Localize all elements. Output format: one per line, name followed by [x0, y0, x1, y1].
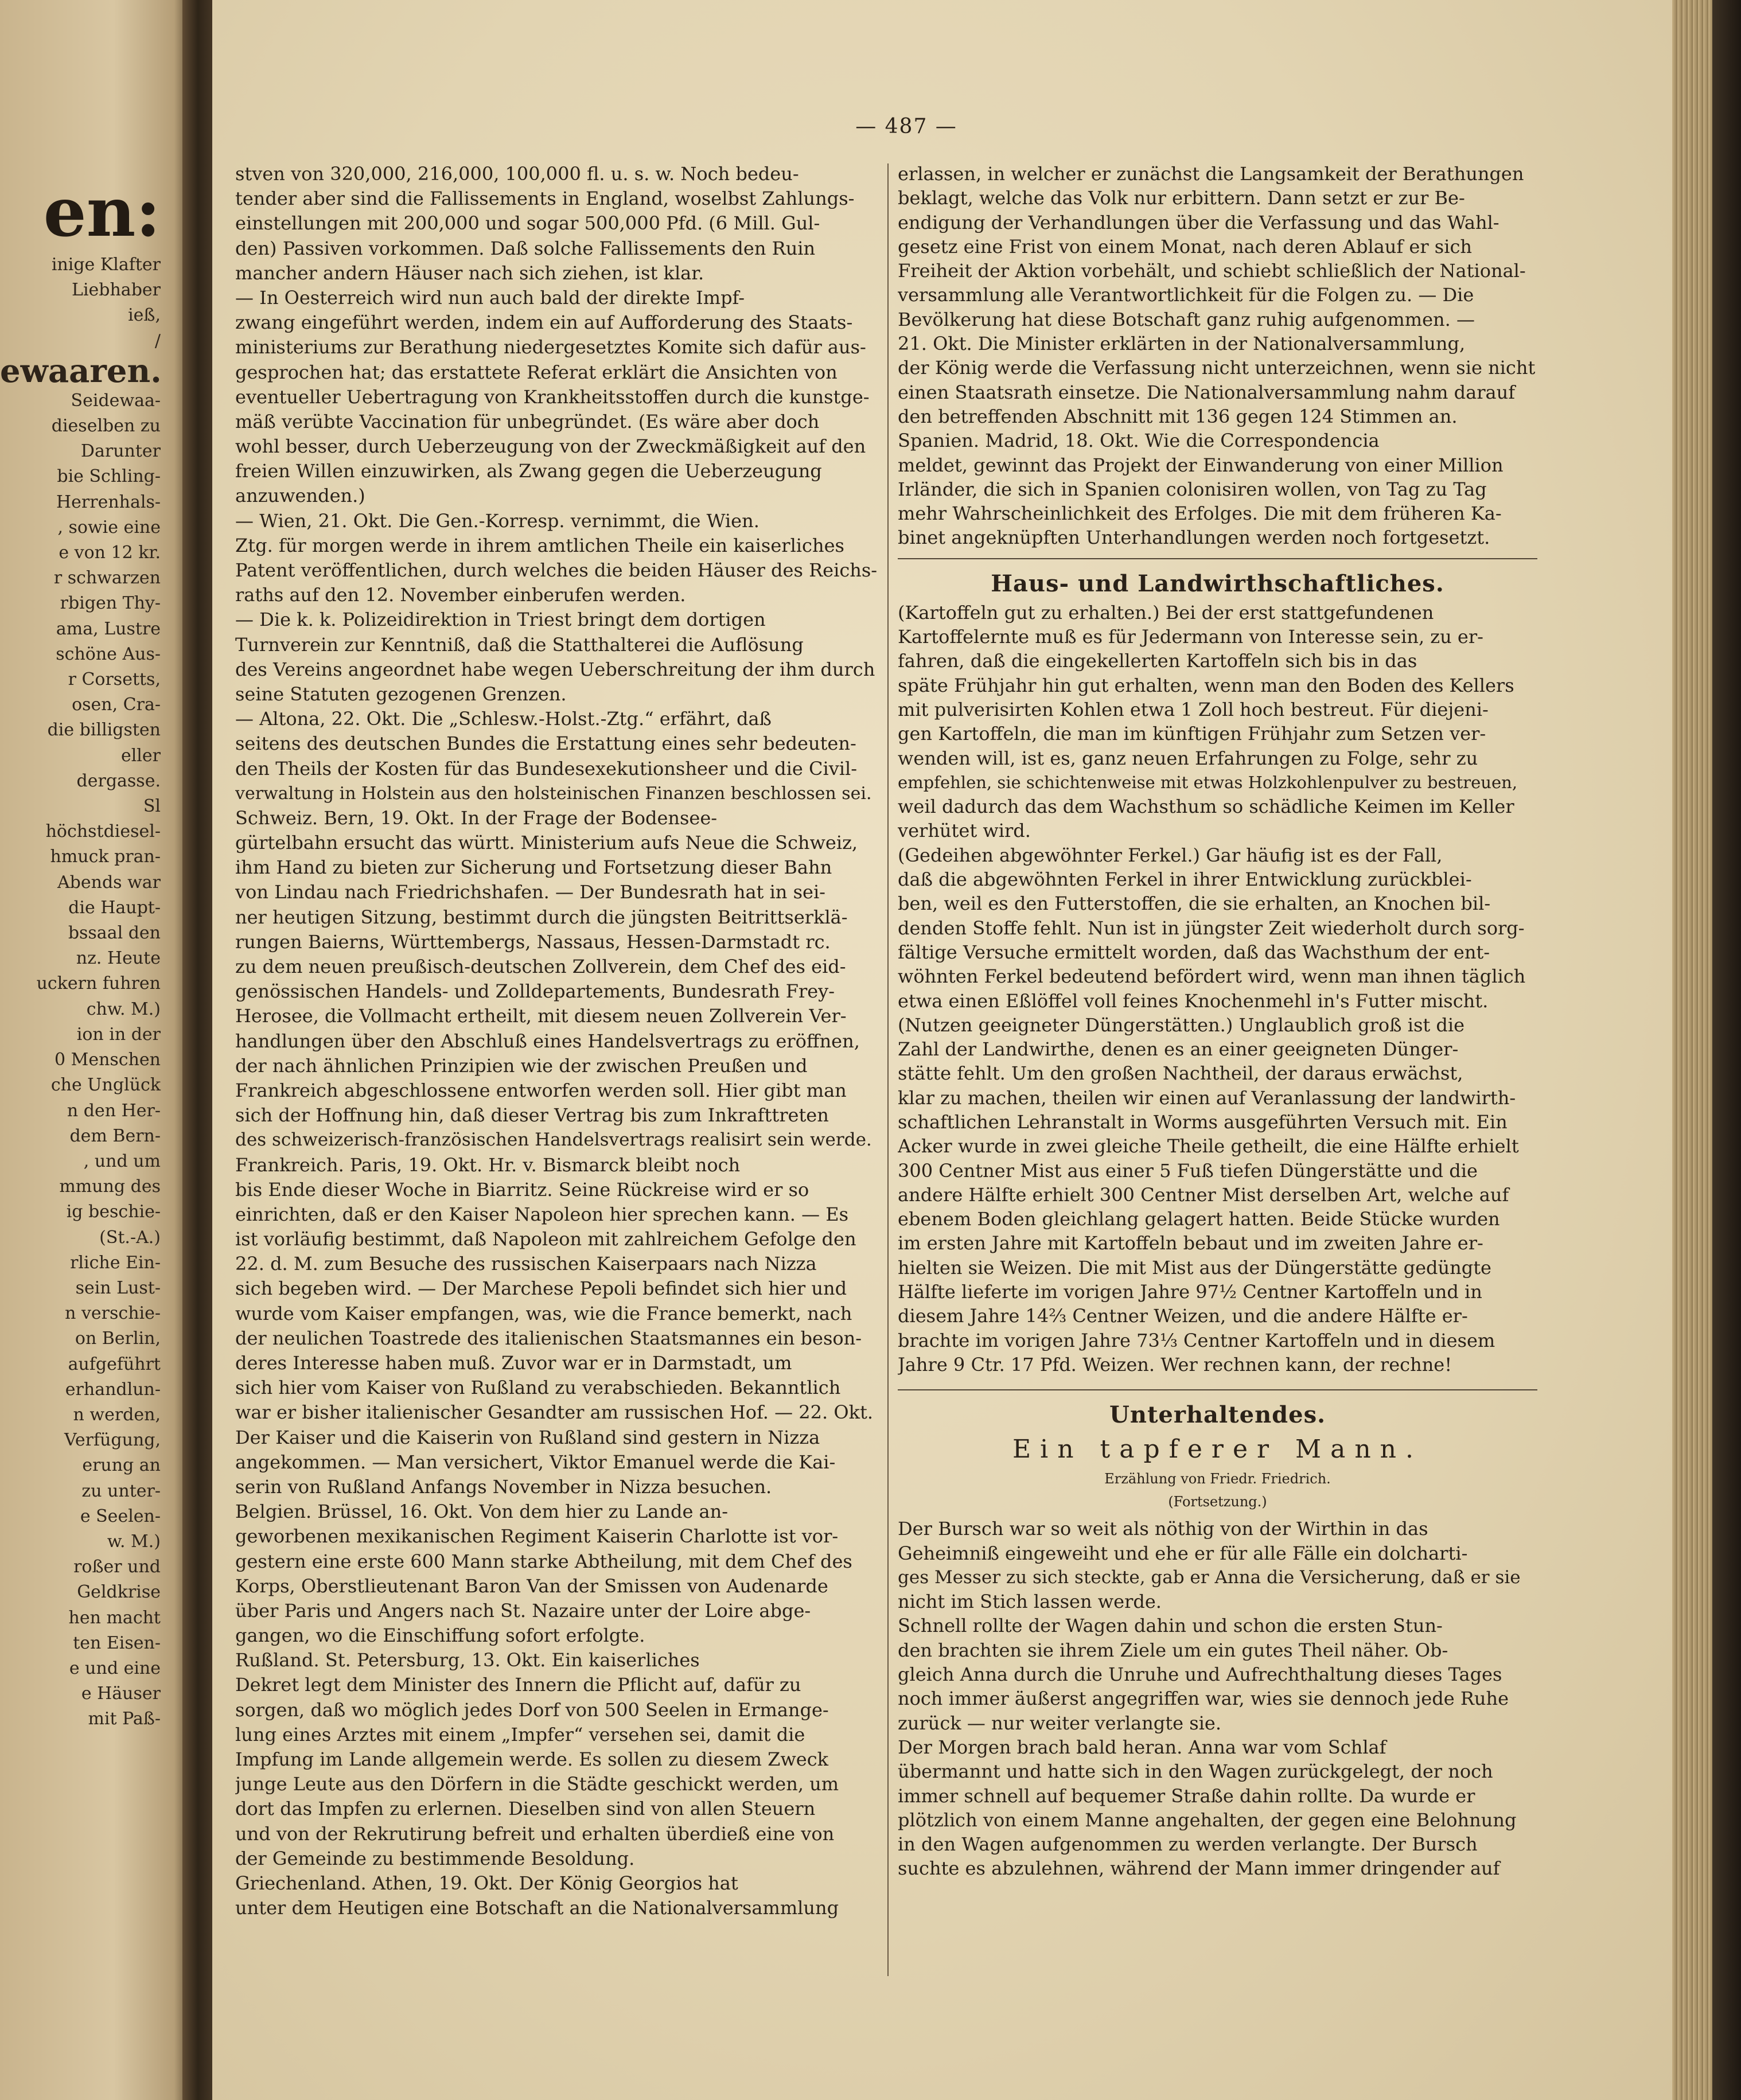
text-line: stätte fehlt. Um den großen Nachtheil, der daraus erwächst, [898, 1062, 1463, 1085]
text-line: lung eines Arztes mit einem „Impfer“ versehen sei, damit die [235, 1723, 805, 1746]
text-line: Der Bursch war so weit als nöthig von der Wirthin in das [898, 1518, 1428, 1540]
left-page-line: bie Schling- [57, 466, 161, 487]
politics-continuation [898, 162, 1537, 550]
household-heading: Haus- und Landwirthschaftliches. [991, 570, 1444, 597]
left-page-line: aufgeführt [68, 1354, 161, 1374]
left-page-line: e von 12 kr. [59, 543, 161, 563]
left-page-line: e Seelen- [80, 1506, 161, 1526]
text-line: der König werde die Verfassung nicht unterzeichnen, wenn sie nicht [898, 357, 1536, 379]
left-page-line: dieselben zu [51, 416, 161, 437]
left-page-line: ten Eisen- [73, 1633, 161, 1653]
text-line: Patent veröffentlichen, durch welches die beiden Häuser des Reichs- [235, 559, 878, 581]
text-line: raths auf den 12. November einberufen werden. [235, 584, 686, 606]
text-line: klar zu machen, theilen wir einen auf Veranlassung der landwirth- [898, 1086, 1516, 1109]
text-line: Freiheit der Aktion vorbehält, und schiebt schließlich der National- [898, 260, 1526, 282]
text-line: denden Stoffe fehlt. Nun ist in jüngster Zeit wiederholt durch sorg- [898, 917, 1525, 939]
page-number: — 487 — [855, 115, 957, 138]
text-line: gesetz eine Frist von einem Monat, nach deren Ablauf er sich [898, 235, 1472, 258]
text-line: Der Morgen brach bald heran. Anna war vom Schlaf [898, 1736, 1386, 1758]
left-page-line: erhandlun- [65, 1379, 161, 1400]
left-page-line: chw. M.) [86, 999, 161, 1019]
text-line: Belgien. Brüssel, 16. Okt. Von dem hier zu Lande an- [235, 1501, 729, 1523]
text-line: Bevölkerung hat diese Botschaft ganz ruhig aufgenommen. — [898, 308, 1475, 330]
text-line: andere Hälfte erhielt 300 Centner Mist derselben Art, welche auf [898, 1183, 1509, 1206]
left-page-line: roßer und [73, 1557, 161, 1577]
text-line: Schweiz. Bern, 19. Okt. In der Frage der Bodensee- [235, 807, 718, 829]
left-page [0, 0, 189, 2100]
text-line: übermannt und hatte sich in den Wagen zurückgelegt, der noch [898, 1760, 1493, 1783]
text-line: mehr Wahrscheinlichkeit des Erfolges. Die mit dem früheren Ka- [898, 502, 1502, 525]
text-line: dort das Impfen zu erlernen. Dieselben sind von allen Steuern [235, 1798, 816, 1820]
text-line: Dekret legt dem Minister des Innern die Pflicht auf, dafür zu [235, 1674, 801, 1696]
text-line: verhütet wird. [898, 820, 1031, 842]
story-continuation-note: (Fortsetzung.) [1168, 1494, 1267, 1510]
left-page-line: ama, Lustre [56, 618, 161, 639]
text-line: von Lindau nach Friedrichshafen. — Der Bundesrath hat in sei- [235, 881, 825, 903]
book-gutter [182, 0, 217, 2100]
text-line: seine Statuten gezogenen Grenzen. [235, 683, 567, 705]
text-line: den Theils der Kosten für das Bundesexekutionsheer und die Civil- [235, 757, 858, 780]
text-line: hielten sie Weizen. Die mit Mist aus der Düngerstätte gedüngte [898, 1256, 1491, 1279]
left-page-line: bssaal den [68, 923, 161, 944]
text-line: brachte im vorigen Jahre 73⅓ Centner Kartoffeln und in diesem [898, 1329, 1495, 1351]
text-line: den) Passiven vorkommen. Daß solche Fallissements den Ruin [235, 237, 816, 259]
text-line: mäß verübte Vaccination für unbegründet. (Es wäre aber doch [235, 410, 820, 433]
text-line: gleich Anna durch die Unruhe und Aufrechthaltung dieses Tages [898, 1663, 1502, 1686]
left-page-subheading: ewaaren. [0, 352, 162, 390]
text-line: gestern eine erste 600 Mann starke Abtheilung, mit dem Chef des [235, 1550, 852, 1572]
text-line: geworbenen mexikanischen Regiment Kaiserin Charlotte ist vor- [235, 1525, 839, 1548]
text-line: fältige Versuche ermittelt worden, daß das Wachsthum der ent- [898, 941, 1490, 963]
text-line: späte Frühjahr hin gut erhalten, wenn man den Boden des Kellers [898, 674, 1514, 696]
text-line: in den Wagen aufgenommen zu werden verlangte. Der Bursch [898, 1833, 1478, 1856]
left-page-line: / [154, 330, 161, 351]
text-line: tender aber sind die Fallissements in England, woselbst Zahlungs- [235, 188, 855, 210]
text-line: im ersten Jahre mit Kartoffeln bebaut und im zweiten Jahre er- [898, 1232, 1483, 1254]
text-line: Spanien. Madrid, 18. Okt. Wie die Correspondencia [898, 430, 1380, 452]
text-line: ist vorläufig bestimmt, daß Napoleon mit zahlreichem Gefolge den [235, 1228, 856, 1250]
left-page-line: die Haupt- [68, 897, 161, 918]
section-divider [898, 558, 1537, 559]
text-line: gürtelbahn ersucht das württ. Ministerium aufs Neue die Schweiz, [235, 832, 858, 854]
left-page-line: dergasse. [76, 770, 161, 791]
left-page-line: uckern fuhren [36, 973, 161, 994]
text-line: der neulichen Toastrede des italienischen Staatsmannes ein beson- [235, 1327, 862, 1349]
text-line: Irländer, die sich in Spanien colonisiren wollen, von Tag zu Tag [898, 478, 1487, 500]
left-page-line: ig beschie- [66, 1202, 161, 1222]
text-line: Griechenland. Athen, 19. Okt. Der König Georgios hat [235, 1872, 738, 1894]
text-line: meldet, gewinnt das Projekt der Einwanderung von einer Million [898, 454, 1504, 476]
left-page-line: höchstdiesel- [45, 821, 161, 842]
text-line: Geheimniß eingeweiht und ehe er für alle Fälle ein dolcharti- [898, 1542, 1468, 1564]
left-page-line: rbigen Thy- [60, 593, 161, 614]
text-line: — Altona, 22. Okt. Die „Schlesw.-Holst.-Ztg.“ erfährt, daß [235, 708, 772, 730]
text-line: ner heutigen Sitzung, bestimmt durch die jüngsten Beitrittserklä- [235, 906, 848, 928]
text-line: des Vereins angeordnet habe wegen Ueberschreitung der ihm durch [235, 658, 875, 680]
text-line: versammlung alle Verantwortlichkeit für die Folgen zu. — Die [898, 284, 1474, 306]
left-page-line: ion in der [76, 1024, 161, 1045]
left-page-line: Verfügung, [64, 1430, 161, 1451]
text-line: Frankreich. Paris, 19. Okt. Hr. v. Bismarck bleibt noch [235, 1154, 741, 1176]
left-page-line: e Häuser [81, 1684, 161, 1704]
left-page-line: nz. Heute [76, 948, 161, 969]
text-line: Korps, Oberstlieutenant Baron Van der Smissen von Audenarde [235, 1575, 828, 1597]
text-line: Schnell rollte der Wagen dahin und schon die ersten Stun- [898, 1615, 1443, 1637]
text-line: immer schnell auf bequemer Straße dahin rollte. Da wurde er [898, 1785, 1475, 1807]
text-line: 300 Centner Mist aus einer 5 Fuß tiefen Düngerstätte und die [898, 1159, 1478, 1182]
text-line: der nach ähnlichen Prinzipien wie der zwischen Preußen und [235, 1054, 808, 1077]
text-line: Ztg. für morgen werde in ihrem amtlichen Theile ein kaiserliches [235, 534, 844, 556]
text-line: Hälfte lieferte im vorigen Jahre 97½ Centner Kartoffeln und in [898, 1281, 1482, 1303]
text-line: sorgen, daß wo möglich jedes Dorf von 500 Seelen in Ermange- [235, 1698, 829, 1721]
text-line: Der Kaiser und die Kaiserin von Rußland sind gestern in Nizza [235, 1426, 820, 1448]
text-line: ebenem Boden gleichlang gelagert hatten. Beide Stücke wurden [898, 1208, 1500, 1230]
left-page-line: Liebhaber [72, 280, 161, 301]
text-line: (Nutzen geeigneter Düngerstätten.) Unglaublich groß ist die [898, 1014, 1465, 1036]
text-line: anzuwenden.) [235, 485, 365, 507]
text-line: eventueller Uebertragung von Krankheitsstoffen durch die kunstge- [235, 385, 870, 408]
left-page-line: , und um [83, 1151, 161, 1171]
text-line: Rußland. St. Petersburg, 13. Okt. Ein kaiserliches [235, 1649, 700, 1672]
left-page-text [0, 252, 172, 1732]
text-line: etwa einen Eßlöffel voll feines Knochenmehl in's Futter mischt. [898, 989, 1489, 1012]
text-line: daß die abgewöhnten Ferkel in ihrer Entwicklung zurückblei- [898, 868, 1472, 891]
text-line: junge Leute aus den Dörfern in die Städte geschickt werden, um [235, 1773, 839, 1795]
text-line: gen Kartoffeln, die man im künftigen Frühjahr zum Setzen ver- [898, 723, 1486, 745]
text-line: rungen Baierns, Württembergs, Nassaus, Hessen-Darmstadt rc. [235, 930, 831, 953]
text-line: sich begeben wird. — Der Marchese Pepoli befindet sich hier und [235, 1277, 847, 1300]
left-page-line: Geldkrise [77, 1582, 161, 1603]
left-page-line: Seidewaa- [71, 390, 161, 411]
text-line: mit pulverisirten Kohlen etwa 1 Zoll hoch bestreut. Für diejeni- [898, 698, 1489, 720]
page-edges [1672, 0, 1741, 2100]
left-page-line: n den Her- [67, 1100, 161, 1121]
text-line: erlassen, in welcher er zunächst die Langsamkeit der Berathungen [898, 163, 1524, 185]
text-line: einen Staatsrath einsetze. Die Nationalversammlung nahm darauf [898, 381, 1516, 403]
left-page-line: mit Paß- [88, 1709, 161, 1729]
left-page-line: hen macht [68, 1607, 161, 1628]
story-text [898, 1517, 1537, 1880]
text-line: deres Interesse haben muß. Zuvor war er in Darmstadt, um [235, 1352, 792, 1374]
text-line: den betreffenden Abschnitt mit 136 gegen 124 Stimmen an. [898, 405, 1458, 427]
text-line: gesprochen hat; das erstattete Referat erklärt die Ansichten von [235, 361, 838, 383]
story-title: Ein tapferer Mann. [1012, 1435, 1423, 1464]
text-line: (Kartoffeln gut zu erhalten.) Bei der erst stattgefundenen [898, 601, 1434, 624]
column-right [898, 162, 1537, 1881]
left-page-line: osen, Cra- [72, 695, 161, 715]
text-line: zu dem neuen preußisch-deutschen Zollverein, dem Chef des eid- [235, 956, 846, 977]
text-line: wenden will, ist es, ganz neuen Erfahrungen zu Folge, sehr zu [898, 747, 1478, 769]
text-line: Acker wurde in zwei gleiche Theile getheilt, die eine Hälfte erhielt [898, 1135, 1519, 1158]
text-line: empfehlen, sie schichtenweise mit etwas Holzkohlenpulver zu bestreuen, [898, 772, 1518, 792]
left-page-line: r schwarzen [53, 568, 161, 589]
text-line: suchte es abzulehnen, während der Mann immer dringender auf [898, 1857, 1500, 1880]
column-news [235, 162, 881, 1920]
text-line: sich der Hoffnung hin, daß dieser Vertrag bis zum Inkrafttreten [235, 1104, 829, 1127]
left-page-line: e und eine [69, 1658, 161, 1678]
text-line: bis Ende dieser Woche in Biarritz. Seine Rückreise wird er so [235, 1178, 809, 1201]
text-line: ihm Hand zu bieten zur Sicherung und Fortsetzung dieser Bahn [235, 856, 832, 879]
text-line: wöhnten Ferkel bedeutend befördert wird, wenn man ihnen täglich [898, 965, 1526, 988]
text-line: über Paris und Angers nach St. Nazaire unter der Loire abge- [235, 1599, 811, 1622]
text-line: diesem Jahre 14⅔ Centner Weizen, und die andere Hälfte er- [898, 1305, 1468, 1327]
left-page-line: eller [120, 745, 161, 766]
text-line: ges Messer zu sich steckte, gab er Anna die Versicherung, daß er sie [898, 1567, 1521, 1588]
text-line: wurde vom Kaiser empfangen, was, wie die France bemerkt, nach [235, 1302, 852, 1324]
text-line: mancher andern Häuser nach sich ziehen, ist klar. [235, 262, 704, 284]
text-line: den brachten sie ihrem Ziele um ein gutes Theil näher. Ob- [898, 1639, 1448, 1661]
text-line: noch immer äußerst angegriffen war, wies sie dennoch jede Ruhe [898, 1688, 1509, 1710]
text-line: (Gedeihen abgewöhnter Ferkel.) Gar häufig ist es der Fall, [898, 844, 1443, 866]
left-page-line: schöne Aus- [56, 644, 161, 664]
text-line: und von der Rekrutirung befreit und erhalten überdieß eine von [235, 1822, 835, 1845]
text-line: endigung der Verhandlungen über die Verfassung und das Wahl- [898, 211, 1499, 233]
left-page-heading-fragment: en: [43, 172, 161, 252]
text-line: einrichten, daß er den Kaiser Napoleon hier sprechen kann. — Es [235, 1203, 849, 1225]
left-page-line: Herrenhals- [56, 492, 161, 512]
text-line: Turnverein zur Kenntniß, daß die Statthalterei die Auflösung [235, 633, 804, 656]
left-page-line: die billigsten [47, 720, 161, 741]
text-line: wohl besser, durch Ueberzeugung von der Zweckmäßigkeit auf den [235, 435, 866, 458]
text-line: Frankreich abgeschlossene entworfen werden soll. Hier gibt man [235, 1079, 847, 1101]
left-page-line: erung an [82, 1455, 161, 1476]
text-line: — Die k. k. Polizeidirektion in Triest bringt dem dortigen [235, 609, 766, 631]
text-line: gangen, wo die Einschiffung sofort erfolgte. [235, 1624, 645, 1647]
text-line: stven von 320,000, 216,000, 100,000 fl. u. s. w. Noch bedeu- [235, 163, 799, 185]
left-page-line: Darunter [80, 441, 161, 462]
text-line: unter dem Heutigen eine Botschaft an die Nationalversammlung [235, 1897, 839, 1919]
left-page-line: Abends war [57, 872, 161, 893]
text-line: sich hier vom Kaiser von Rußland zu verabschieden. Bekanntlich [235, 1377, 841, 1399]
text-line: beklagt, welche das Volk nur erbittern. Dann setzt er zur Be- [898, 187, 1465, 209]
text-line: zurück — nur weiter verlangte sie. [898, 1712, 1221, 1734]
section-divider [898, 1389, 1537, 1390]
text-line: genössischen Handels- und Zolldepartements, Bundesrath Frey- [235, 980, 835, 1003]
text-line: Herosee, die Vollmacht ertheilt, mit diesem neuen Zollverein Ver- [235, 1005, 847, 1027]
text-line: einstellungen mit 200,000 und sogar 500,000 Pfd. (6 Mill. Gul- [235, 212, 820, 235]
left-page-line: , sowie eine [57, 517, 161, 537]
text-line: — In Oesterreich wird nun auch bald der direkte Impf- [235, 286, 745, 309]
left-page-line: Sl [143, 796, 161, 817]
left-page-line: n verschie- [65, 1303, 161, 1324]
left-page-line: n werden, [73, 1404, 161, 1425]
text-line: seitens des deutschen Bundes die Erstattung eines sehr bedeuten- [235, 733, 856, 755]
left-page-line: rliche Ein- [70, 1252, 161, 1273]
left-page-line: on Berlin, [75, 1328, 161, 1349]
text-line: fahren, daß die eingekellerten Kartoffeln sich bis in das [898, 650, 1417, 672]
text-line: Jahre 9 Ctr. 17 Pfd. Weizen. Wer rechnen kann, der rechne! [898, 1353, 1452, 1376]
text-line: verwaltung in Holstein aus den holsteinischen Finanzen beschlossen sei. [235, 783, 872, 804]
text-line: handlungen über den Abschluß eines Handelsvertrags zu eröffnen, [235, 1030, 860, 1052]
text-line: war er bisher italienischer Gesandter am russischen Hof. — 22. Okt. [235, 1401, 873, 1424]
left-page-line: r Corsetts, [68, 669, 161, 690]
text-line: — Wien, 21. Okt. Die Gen.-Korresp. vernimmt, die Wien. [235, 509, 760, 532]
left-page-line: w. M.) [107, 1531, 161, 1552]
left-page-line: che Unglück [50, 1075, 161, 1096]
text-line: Kartoffelernte muß es für Jedermann von Interesse sein, zu er- [898, 626, 1483, 648]
left-page-line: mmung des [59, 1176, 161, 1197]
text-line: Zahl der Landwirthe, denen es an einer geeigneten Dünger- [898, 1038, 1459, 1061]
text-line: schaftlichen Lehranstalt in Worms ausgeführten Versuch mit. Ein [898, 1111, 1508, 1133]
text-line: nicht im Stich lassen werde. [898, 1591, 1162, 1613]
entertainment-heading: Unterhaltendes. [1109, 1401, 1326, 1429]
text-line: 22. d. M. zum Besuche des russischen Kaiserpaars nach Nizza [235, 1253, 817, 1275]
text-line: freien Willen einzuwirken, als Zwang gegen die Ueberzeugung [235, 460, 822, 482]
text-line: ministeriums zur Berathung niedergesetztes Komite sich dafür aus- [235, 336, 866, 359]
text-line: plötzlich von einem Manne angehalten, der gegen eine Belohnung [898, 1809, 1517, 1831]
household-section [898, 601, 1537, 1377]
story-byline: Erzählung von Friedr. Friedrich. [1104, 1471, 1331, 1487]
text-line: 21. Okt. Die Minister erklärten in der Nationalversammlung, [898, 333, 1466, 355]
text-line: zwang eingeführt werden, indem ein auf Aufforderung des Staats- [235, 311, 853, 334]
left-page-line: 0 Menschen [54, 1050, 161, 1070]
left-page-line: (St.-A.) [99, 1227, 161, 1248]
left-page-line: hmuck pran- [50, 847, 161, 867]
column-divider [887, 163, 889, 1976]
text-line: angekommen. — Man versichert, Viktor Emanuel werde die Kai- [235, 1451, 836, 1473]
left-page-line: zu unter- [81, 1480, 161, 1501]
left-page-line: ieß, [128, 305, 161, 326]
left-page-line: sein Lust- [75, 1277, 161, 1298]
left-page-line: dem Bern- [69, 1125, 161, 1146]
text-line: der Gemeinde zu bestimmende Besoldung. [235, 1847, 635, 1869]
text-line: Impfung im Lande allgemein werde. Es sollen zu diesem Zweck [235, 1748, 828, 1770]
text-line: ben, weil es den Futterstoffen, die sie erhalten, an Knochen bil- [898, 893, 1491, 915]
left-page-line: inige Klafter [51, 255, 161, 275]
text-line: des schweizerisch-französischen Handelsvertrags realisirt sein werde. [235, 1129, 872, 1151]
text-line: weil dadurch das dem Wachsthum so schädliche Keimen im Keller [898, 796, 1514, 818]
text-line: serin von Rußland Anfangs November in Nizza besuchen. [235, 1475, 772, 1498]
text-line: binet angeknüpften Unterhandlungen werden noch fortgesetzt. [898, 527, 1490, 549]
